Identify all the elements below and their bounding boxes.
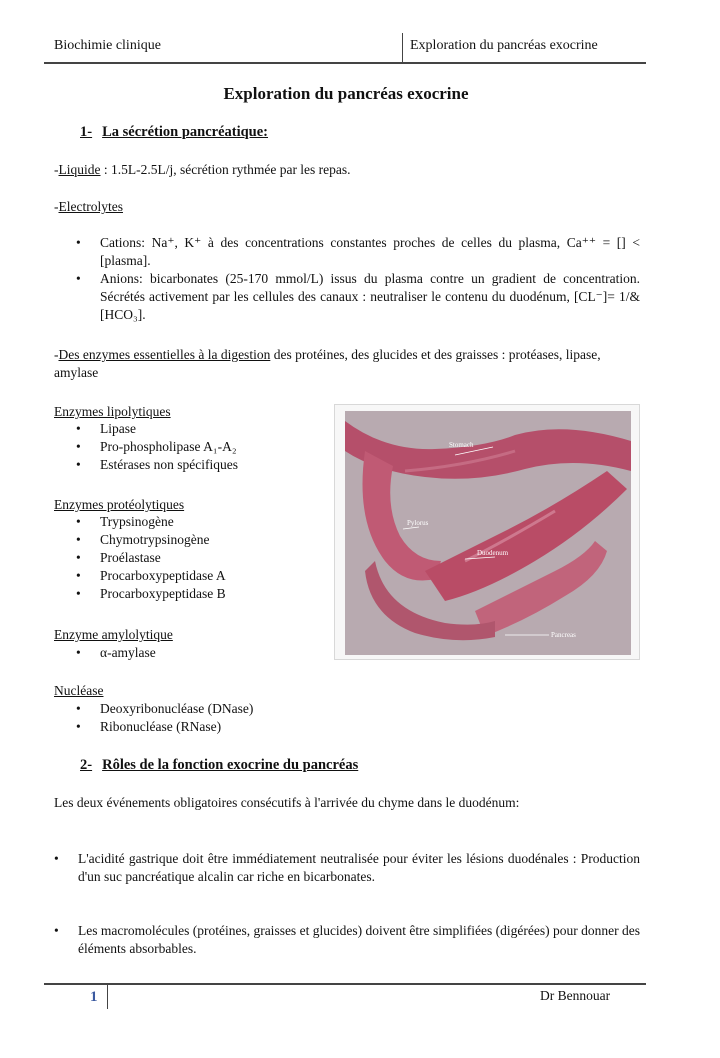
list-item: • Deoxyribonucléase (DNase)	[54, 700, 324, 718]
figure-label-pancreas: Pancreas	[551, 631, 576, 639]
pancreas-photo	[334, 404, 640, 660]
page-title: Exploration du pancréas exocrine	[223, 84, 469, 103]
page-number: 1	[90, 989, 98, 1005]
electrolytes-list	[54, 234, 640, 324]
list-item: • Cations: Na⁺, K⁺ à des concentrations constantes proches de celles du plasma, Ca⁺⁺ = [] < [plasma].	[54, 234, 640, 270]
header-rule	[44, 62, 646, 64]
figure-label-pylorus: Pylorus	[407, 519, 429, 527]
section-1-heading	[80, 124, 268, 141]
electrolytes-label: Electrolytes	[58, 199, 123, 214]
section-1-number: 1-	[80, 124, 93, 140]
figure-label-stomach: Stomach	[449, 441, 474, 449]
list-item: • Ribonucléase (RNase)	[54, 718, 324, 736]
figure-label-duodenum: Duodenum	[477, 549, 509, 557]
list-item: • Pro-phospholipase A₁-A₂	[54, 438, 324, 456]
group-label-amylolytic: Enzyme amylolytique	[54, 627, 173, 642]
enzymes-paragraph: -Des enzymes essentielles à la digestion des protéines, des glucides et des graisses : protéases, lipase, amylase	[54, 347, 601, 380]
list-item: • Lipase	[54, 420, 324, 438]
list-item: • Anions: bicarbonates (25-170 mmol/L) issus du plasma contre un gradient de concentration. Sécrétés activement par les cellules des canaux : neutraliser le contenu du duodénum, [CL⁻]= 1/& [HCO₃].	[54, 270, 640, 324]
group-list-nuclease	[54, 700, 324, 736]
group-label-proteolytic: Enzymes protéolytiques	[54, 497, 185, 512]
group-list-proteolytic	[54, 513, 324, 603]
header-separator	[402, 33, 403, 63]
group-label-nuclease: Nucléase	[54, 683, 104, 698]
section-2-title: Rôles de la fonction exocrine du pancréas	[102, 757, 359, 773]
enzymes-label: Des enzymes essentielles à la digestion	[58, 347, 271, 362]
group-list-amylolytic	[54, 644, 324, 662]
liquide-text: : 1.5L-2.5L/j, sécrétion rythmée par les repas.	[100, 162, 351, 177]
liquide-label: Liquide	[58, 162, 101, 177]
list-item: • Les macromolécules (protéines, graisses et glucides) doivent être simplifiées (digérées) pour donner des éléments absorbables.	[32, 922, 640, 958]
electrolytes-paragraph: -Electrolytes	[54, 199, 123, 214]
group-label-lipolytic: Enzymes lipolytiques	[54, 404, 171, 419]
list-item: • L'acidité gastrique doit être immédiatement neutralisée pour éviter les lésions duodénales : Production d'un suc pancréatique alcalin car riche en bicarbonates.	[32, 850, 640, 886]
enzymes-text: des protéines, des glucides et des graisses : protéases, lipase, amylase	[54, 347, 601, 380]
section-2-list-2	[32, 922, 640, 958]
group-list-lipolytic	[54, 420, 324, 474]
list-item: • Estérases non spécifiques	[54, 456, 324, 474]
footer-separator	[107, 985, 108, 1009]
list-item: • Procarboxypeptidase B	[54, 585, 324, 603]
header-left-title: Biochimie clinique	[54, 38, 161, 53]
list-item: • α-amylase	[54, 644, 324, 662]
list-item: • Trypsinogène	[54, 513, 324, 531]
footer-rule	[44, 983, 646, 985]
list-item: • Proélastase	[54, 549, 324, 567]
liquide-paragraph: -Liquide : 1.5L-2.5L/j, sécrétion rythmée par les repas.	[54, 162, 351, 177]
list-item: • Chymotrypsinogène	[54, 531, 324, 549]
section-2-list	[32, 850, 640, 886]
section-1-title: La sécrétion pancréatique:	[102, 124, 269, 140]
list-item: • Procarboxypeptidase A	[54, 567, 324, 585]
header-right-title: Exploration du pancréas exocrine	[410, 38, 598, 53]
pancreas-photo-drawing	[345, 411, 631, 655]
section-2-heading	[80, 757, 358, 774]
footer-author: Dr Bennouar	[540, 988, 611, 1003]
section-2-intro: Les deux événements obligatoires consécutifs à l'arrivée du chyme dans le duodénum:	[54, 795, 520, 810]
section-2-number: 2-	[80, 757, 93, 773]
